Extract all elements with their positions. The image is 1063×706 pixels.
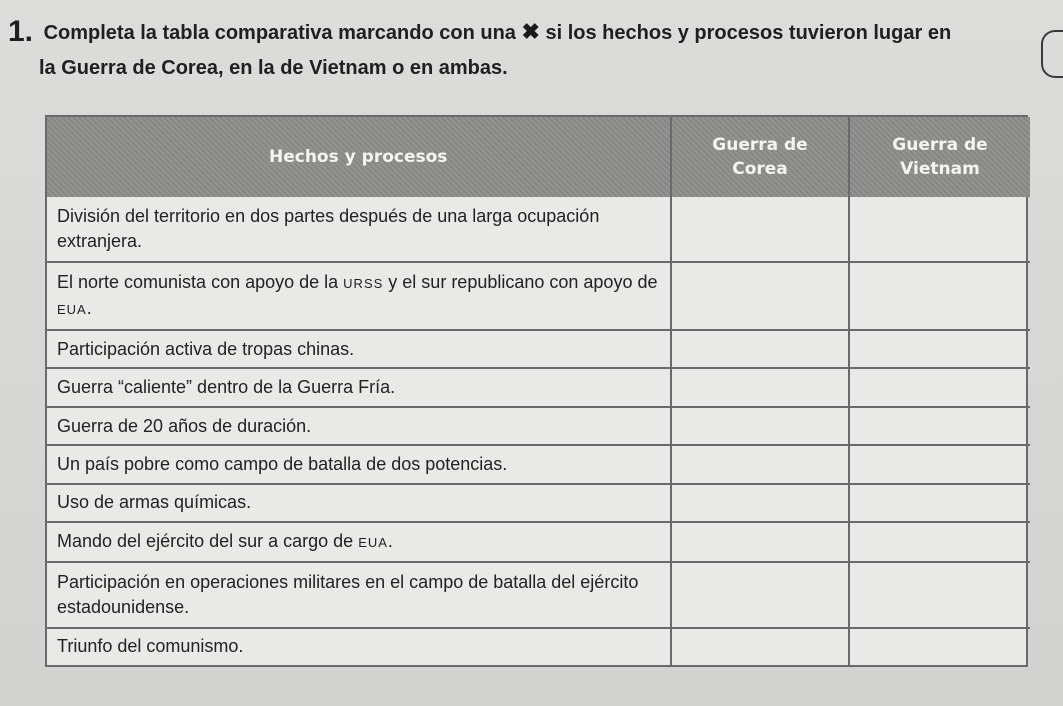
vietnam-checkbox-cell[interactable] [849, 262, 1030, 330]
row-text-part: . [86, 297, 92, 318]
row-abbr: EUA [57, 301, 87, 317]
header-vietnam [849, 117, 1030, 197]
vietnam-checkbox-cell[interactable] [849, 330, 1030, 368]
vietnam-checkbox-cell[interactable] [849, 197, 1030, 262]
corea-checkbox-cell[interactable] [671, 197, 849, 262]
header-hechos: Hechos y procesos [47, 117, 671, 197]
row-text: Un país pobre como campo de batalla de dos potencias. [47, 445, 671, 483]
instruction [8, 14, 1028, 86]
comparison-table [45, 115, 1028, 667]
header-vietnam-line-2: Vietnam [900, 159, 980, 179]
instruction-line-2: la Guerra de Corea, en la de Vietnam o en ambas. [39, 57, 508, 79]
row-abbr: URSS [343, 275, 384, 291]
row-text-part: . [387, 530, 393, 551]
row-text [47, 522, 671, 562]
row-text: Triunfo del comunismo. [47, 628, 671, 665]
instruction-line-1 [8, 14, 1028, 51]
exercise-number: 1. [8, 15, 34, 48]
table-row [47, 368, 1030, 406]
vietnam-checkbox-cell[interactable] [849, 368, 1030, 406]
vietnam-checkbox-cell[interactable] [849, 407, 1030, 445]
instruction-text-after-mark: si los hechos y procesos tuvieron lugar en [545, 22, 952, 44]
row-text: Participación en operaciones militares en el campo de batalla del ejército estadounidense. [47, 562, 671, 628]
vietnam-checkbox-cell[interactable] [849, 562, 1030, 628]
corea-checkbox-cell[interactable] [671, 522, 849, 562]
table-row [47, 628, 1030, 665]
corea-checkbox-cell[interactable] [671, 445, 849, 483]
corea-checkbox-cell[interactable] [671, 484, 849, 522]
vietnam-checkbox-cell[interactable] [849, 445, 1030, 483]
row-text-part: y el sur republicano con apoyo de [383, 271, 658, 292]
corea-checkbox-cell[interactable] [671, 262, 849, 330]
row-text: Participación activa de tropas chinas. [47, 330, 671, 368]
row-abbr: EUA [358, 534, 388, 550]
row-text-part: Mando del ejército del sur a cargo de [57, 530, 359, 551]
table-row [47, 262, 1030, 330]
corea-checkbox-cell[interactable] [671, 368, 849, 406]
table-row [47, 407, 1030, 445]
row-text: Uso de armas químicas. [47, 484, 671, 522]
row-text: División del territorio en dos partes después de una larga ocupación extranjera. [47, 197, 671, 262]
header-corea-line-2: Corea [732, 159, 788, 179]
vietnam-checkbox-cell[interactable] [849, 628, 1030, 665]
row-text: Guerra “caliente” dentro de la Guerra Fría. [47, 368, 671, 406]
table-header-row [47, 117, 1030, 197]
header-corea-line-1: Guerra de [712, 135, 808, 155]
corea-checkbox-cell[interactable] [671, 407, 849, 445]
row-text-part: El norte comunista con apoyo de la [57, 271, 344, 292]
instruction-text-before-mark: Completa la tabla comparativa marcando con una [43, 22, 516, 44]
table-row [47, 562, 1030, 628]
corea-checkbox-cell[interactable] [671, 562, 849, 628]
corea-checkbox-cell[interactable] [671, 628, 849, 665]
table-row [47, 445, 1030, 483]
header-vietnam-line-1: Guerra de [892, 135, 988, 155]
page-edge-bracket [1041, 30, 1063, 78]
table-row [47, 197, 1030, 262]
vietnam-checkbox-cell[interactable] [849, 522, 1030, 562]
row-text: Guerra de 20 años de duración. [47, 407, 671, 445]
row-text [47, 262, 671, 330]
corea-checkbox-cell[interactable] [671, 330, 849, 368]
x-mark-icon: ✖ [521, 19, 540, 44]
vietnam-checkbox-cell[interactable] [849, 484, 1030, 522]
table-row [47, 330, 1030, 368]
header-corea [671, 117, 849, 197]
table-row [47, 484, 1030, 522]
table-row [47, 522, 1030, 562]
